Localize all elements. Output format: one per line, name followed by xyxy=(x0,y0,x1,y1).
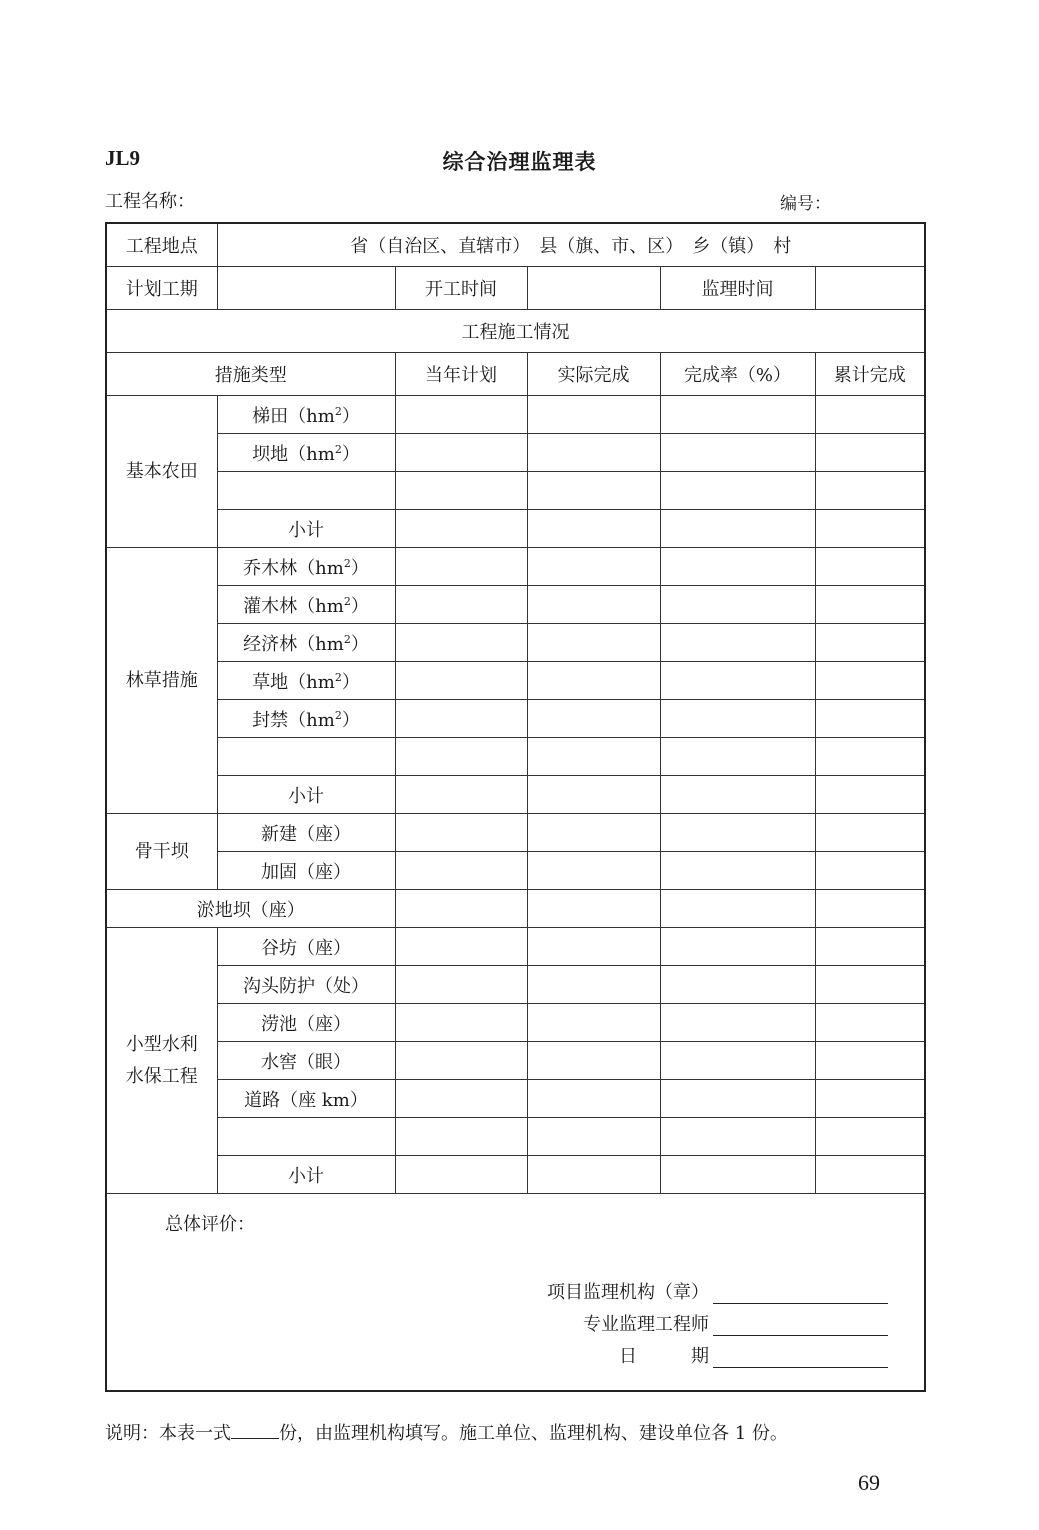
copies-blank-field[interactable] xyxy=(231,1422,279,1439)
group-4-item-5-cumulative-cell[interactable] xyxy=(815,1118,925,1156)
group-0-item-1-cumulative-cell[interactable] xyxy=(815,434,925,472)
group-4-item-4-rate-cell[interactable] xyxy=(660,1080,815,1118)
table-row xyxy=(106,776,925,814)
unit-superscript: 2 xyxy=(334,670,342,684)
group-4-item-0-annual-plan-cell[interactable] xyxy=(395,928,527,966)
item-label xyxy=(217,966,395,1004)
group-2-item-0-cumulative-cell[interactable] xyxy=(815,814,925,852)
org-stamp-field[interactable] xyxy=(713,1281,888,1304)
item-label-text: 小计 xyxy=(288,785,324,807)
item-label xyxy=(217,928,395,966)
table-row xyxy=(106,890,925,928)
table-row xyxy=(106,1042,925,1080)
group-1-item-0-rate-cell[interactable] xyxy=(660,548,815,586)
engineer-line xyxy=(583,1310,888,1336)
group-1-item-4-cumulative-cell[interactable] xyxy=(815,700,925,738)
group-4-item-6-actual-cell[interactable] xyxy=(527,1156,660,1194)
item-label-text: 灌木林（hm xyxy=(243,595,344,617)
column-header-row xyxy=(106,353,925,396)
engineer-field[interactable] xyxy=(713,1313,888,1336)
group-1-item-3-rate-cell[interactable] xyxy=(660,662,815,700)
item-label xyxy=(217,548,395,586)
table-row xyxy=(106,738,925,776)
group-1-item-3-cumulative-cell[interactable] xyxy=(815,662,925,700)
form-note xyxy=(105,1419,788,1445)
supervise-time-label: 监理时间 xyxy=(660,267,815,310)
group-4-item-2-cumulative-cell[interactable] xyxy=(815,1004,925,1042)
group-4-item-1-annual-plan-cell[interactable] xyxy=(395,966,527,1004)
group-4-item-1-rate-cell[interactable] xyxy=(660,966,815,1004)
item-label xyxy=(217,586,395,624)
section-title: 工程施工情况 xyxy=(106,310,925,353)
group-1-item-4-actual-cell[interactable] xyxy=(527,700,660,738)
group-label: 骨干坝 xyxy=(106,814,217,890)
unit-superscript: 2 xyxy=(334,404,342,418)
group-1-item-6-rate-cell[interactable] xyxy=(660,776,815,814)
group-1-item-2-actual-cell[interactable] xyxy=(527,624,660,662)
item-label-text: 谷坊（座） xyxy=(261,937,351,959)
item-label-text: 加固（座） xyxy=(261,861,351,883)
item-label-blank-field[interactable] xyxy=(217,738,395,776)
group-4-item-3-cumulative-cell[interactable] xyxy=(815,1042,925,1080)
item-label-text: 坝地（hm xyxy=(252,443,335,465)
group-1-item-0-cumulative-cell[interactable] xyxy=(815,548,925,586)
item-label-tail: ） xyxy=(341,709,360,731)
group-4-item-5-actual-cell[interactable] xyxy=(527,1118,660,1156)
group-4-item-2-annual-plan-cell[interactable] xyxy=(395,1004,527,1042)
item-label-text: 封禁（hm xyxy=(252,709,335,731)
group-2-item-1-rate-cell[interactable] xyxy=(660,852,815,890)
table-row xyxy=(106,586,925,624)
group-4-item-0-cumulative-cell[interactable] xyxy=(815,928,925,966)
group-4-item-5-annual-plan-cell[interactable] xyxy=(395,1118,527,1156)
project-name-label: 工程名称： xyxy=(105,191,195,212)
group-0-item-0-annual-plan-cell[interactable] xyxy=(395,396,527,434)
group-1-item-2-cumulative-cell[interactable] xyxy=(815,624,925,662)
group-0-item-0-rate-cell[interactable] xyxy=(660,396,815,434)
group-0-item-3-cumulative-cell[interactable] xyxy=(815,510,925,548)
group-1-item-2-rate-cell[interactable] xyxy=(660,624,815,662)
location-label: 工程地点 xyxy=(106,223,217,267)
group-4-item-0-rate-cell[interactable] xyxy=(660,928,815,966)
group-2-item-1-actual-cell[interactable] xyxy=(527,852,660,890)
item-label-text: 道路（座 km） xyxy=(244,1089,368,1111)
start-time-field[interactable] xyxy=(527,267,660,310)
item-label xyxy=(217,1080,395,1118)
table-row xyxy=(106,852,925,890)
group-4-item-3-rate-cell[interactable] xyxy=(660,1042,815,1080)
group-0-item-2-rate-cell[interactable] xyxy=(660,472,815,510)
group-0-item-0-cumulative-cell[interactable] xyxy=(815,396,925,434)
group-1-item-3-actual-cell[interactable] xyxy=(527,662,660,700)
group-1-item-5-cumulative-cell[interactable] xyxy=(815,738,925,776)
group-4-item-4-cumulative-cell[interactable] xyxy=(815,1080,925,1118)
org-stamp-line xyxy=(547,1278,888,1304)
note-prefix: 说明：本表一式 xyxy=(105,1423,231,1444)
group-3-rate-cell[interactable] xyxy=(660,890,815,928)
col-header-actual: 实际完成 xyxy=(527,353,660,396)
item-label xyxy=(217,624,395,662)
group-1-item-6-actual-cell[interactable] xyxy=(527,776,660,814)
table-row xyxy=(106,434,925,472)
item-label xyxy=(217,852,395,890)
item-label xyxy=(217,434,395,472)
group-1-item-3-annual-plan-cell[interactable] xyxy=(395,662,527,700)
item-label xyxy=(217,814,395,852)
unit-superscript: 2 xyxy=(343,594,351,608)
group-label-line: 水保工程 xyxy=(125,1065,198,1087)
table-row xyxy=(106,624,925,662)
group-4-item-1-actual-cell[interactable] xyxy=(527,966,660,1004)
group-3-cumulative-cell[interactable] xyxy=(815,890,925,928)
group-1-item-1-cumulative-cell[interactable] xyxy=(815,586,925,624)
engineer-label: 专业监理工程师 xyxy=(583,1314,709,1335)
item-label-text: 新建（座） xyxy=(261,823,351,845)
table-row xyxy=(106,396,925,434)
supervise-time-field[interactable] xyxy=(815,267,925,310)
location-row xyxy=(106,223,925,267)
group-label xyxy=(106,928,217,1194)
form-title: 综合治理监理表 xyxy=(442,149,597,174)
group-label-line: 小型水利 xyxy=(125,1033,198,1055)
table-row xyxy=(106,1118,925,1156)
group-1-item-1-rate-cell[interactable] xyxy=(660,586,815,624)
group-label: 基本农田 xyxy=(106,396,217,548)
group-0-item-3-annual-plan-cell[interactable] xyxy=(395,510,527,548)
table-row xyxy=(106,548,925,586)
item-label-text: 小计 xyxy=(288,1165,324,1187)
group-4-item-6-rate-cell[interactable] xyxy=(660,1156,815,1194)
item-label-tail: ） xyxy=(350,595,369,617)
item-label-tail: ） xyxy=(341,405,360,427)
group-1-item-5-actual-cell[interactable] xyxy=(527,738,660,776)
group-0-item-2-cumulative-cell[interactable] xyxy=(815,472,925,510)
table-row xyxy=(106,814,925,852)
table-row xyxy=(106,662,925,700)
group-0-item-2-actual-cell[interactable] xyxy=(527,472,660,510)
item-label xyxy=(217,776,395,814)
group-1-item-1-annual-plan-cell[interactable] xyxy=(395,586,527,624)
item-label-tail: ） xyxy=(341,443,360,465)
col-header-cumulative: 累计完成 xyxy=(815,353,925,396)
group-0-item-1-rate-cell[interactable] xyxy=(660,434,815,472)
item-label xyxy=(217,396,395,434)
group-1-item-1-actual-cell[interactable] xyxy=(527,586,660,624)
item-label-tail: ） xyxy=(350,557,369,579)
group-4-item-4-annual-plan-cell[interactable] xyxy=(395,1080,527,1118)
group-1-item-4-rate-cell[interactable] xyxy=(660,700,815,738)
evaluation-cell[interactable] xyxy=(106,1194,925,1392)
evaluation-label: 总体评价： xyxy=(165,1214,255,1235)
table-row xyxy=(106,1004,925,1042)
item-label-text: 梯田（hm xyxy=(252,405,335,427)
item-label-text: 沟头防护（处） xyxy=(243,975,369,997)
measure-rows xyxy=(106,396,925,1194)
group-4-item-5-rate-cell[interactable] xyxy=(660,1118,815,1156)
page-number: 69 xyxy=(858,1470,880,1495)
group-2-item-1-annual-plan-cell[interactable] xyxy=(395,852,527,890)
item-label-text: 经济林（hm xyxy=(243,633,344,655)
item-label-tail: ） xyxy=(350,633,369,655)
table-row xyxy=(106,928,925,966)
group-0-item-1-annual-plan-cell[interactable] xyxy=(395,434,527,472)
table-row xyxy=(106,1156,925,1194)
table-row xyxy=(106,1080,925,1118)
group-4-item-1-cumulative-cell[interactable] xyxy=(815,966,925,1004)
start-time-label: 开工时间 xyxy=(395,267,527,310)
group-1-item-4-annual-plan-cell[interactable] xyxy=(395,700,527,738)
unit-superscript: 2 xyxy=(334,442,342,456)
col-header-type: 措施类型 xyxy=(106,353,395,396)
schedule-row xyxy=(106,267,925,310)
section-title-row xyxy=(106,310,925,353)
group-1-item-0-annual-plan-cell[interactable] xyxy=(395,548,527,586)
table-row xyxy=(106,966,925,1004)
date-line xyxy=(619,1342,888,1368)
table-row xyxy=(106,700,925,738)
group-label: 林草措施 xyxy=(106,548,217,814)
item-label xyxy=(217,700,395,738)
group-4-item-6-annual-plan-cell[interactable] xyxy=(395,1156,527,1194)
group-1-item-5-rate-cell[interactable] xyxy=(660,738,815,776)
group-4-item-4-actual-cell[interactable] xyxy=(527,1080,660,1118)
group-2-item-0-rate-cell[interactable] xyxy=(660,814,815,852)
unit-superscript: 2 xyxy=(343,556,351,570)
location-value-field[interactable]: 省（自治区、直辖市） 县（旗、市、区） 乡（镇） 村 xyxy=(217,223,925,267)
group-0-item-1-actual-cell[interactable] xyxy=(527,434,660,472)
item-label-tail: ） xyxy=(341,671,360,693)
group-label: 淤地坝（座） xyxy=(106,890,395,928)
form-code: JL9 xyxy=(105,146,141,170)
date-field[interactable] xyxy=(713,1345,888,1368)
note-suffix: 份，由监理机构填写。施工单位、监理机构、建设单位各 1 份。 xyxy=(279,1423,788,1444)
table-row xyxy=(106,510,925,548)
col-header-annual-plan: 当年计划 xyxy=(395,353,527,396)
item-label xyxy=(217,1004,395,1042)
item-label-text: 涝池（座） xyxy=(261,1013,351,1035)
item-label xyxy=(217,662,395,700)
group-2-item-0-annual-plan-cell[interactable] xyxy=(395,814,527,852)
item-label-text: 水窖（眼） xyxy=(261,1051,351,1073)
group-2-item-1-cumulative-cell[interactable] xyxy=(815,852,925,890)
group-1-item-6-annual-plan-cell[interactable] xyxy=(395,776,527,814)
item-label xyxy=(217,1042,395,1080)
group-4-item-2-actual-cell[interactable] xyxy=(527,1004,660,1042)
item-label-text: 小计 xyxy=(288,519,324,541)
date-label: 日 期 xyxy=(619,1346,709,1367)
group-0-item-3-rate-cell[interactable] xyxy=(660,510,815,548)
item-label-text: 乔木林（hm xyxy=(243,557,344,579)
group-0-item-3-actual-cell[interactable] xyxy=(527,510,660,548)
group-3-actual-cell[interactable] xyxy=(527,890,660,928)
item-label-text: 草地（hm xyxy=(252,671,335,693)
group-3-annual-plan-cell[interactable] xyxy=(395,890,527,928)
plan-period-field[interactable] xyxy=(217,267,395,310)
group-4-item-6-cumulative-cell[interactable] xyxy=(815,1156,925,1194)
plan-period-label: 计划工期 xyxy=(106,267,217,310)
group-4-item-3-annual-plan-cell[interactable] xyxy=(395,1042,527,1080)
org-stamp-label: 项目监理机构（章） xyxy=(547,1282,709,1303)
unit-superscript: 2 xyxy=(334,708,342,722)
group-0-item-0-actual-cell[interactable] xyxy=(527,396,660,434)
unit-superscript: 2 xyxy=(343,632,351,646)
group-1-item-5-annual-plan-cell[interactable] xyxy=(395,738,527,776)
supervision-form-table xyxy=(105,222,926,1392)
group-1-item-2-annual-plan-cell[interactable] xyxy=(395,624,527,662)
table-row xyxy=(106,472,925,510)
evaluation-row xyxy=(106,1194,925,1392)
group-4-item-3-actual-cell[interactable] xyxy=(527,1042,660,1080)
group-1-item-0-actual-cell[interactable] xyxy=(527,548,660,586)
serial-number-label: 编号： xyxy=(780,194,831,214)
item-label-blank-field[interactable] xyxy=(217,1118,395,1156)
item-label xyxy=(217,510,395,548)
group-4-item-0-actual-cell[interactable] xyxy=(527,928,660,966)
group-0-item-2-annual-plan-cell[interactable] xyxy=(395,472,527,510)
item-label-blank-field[interactable] xyxy=(217,472,395,510)
group-2-item-0-actual-cell[interactable] xyxy=(527,814,660,852)
col-header-rate: 完成率（%） xyxy=(660,353,815,396)
group-4-item-2-rate-cell[interactable] xyxy=(660,1004,815,1042)
item-label xyxy=(217,1156,395,1194)
group-1-item-6-cumulative-cell[interactable] xyxy=(815,776,925,814)
